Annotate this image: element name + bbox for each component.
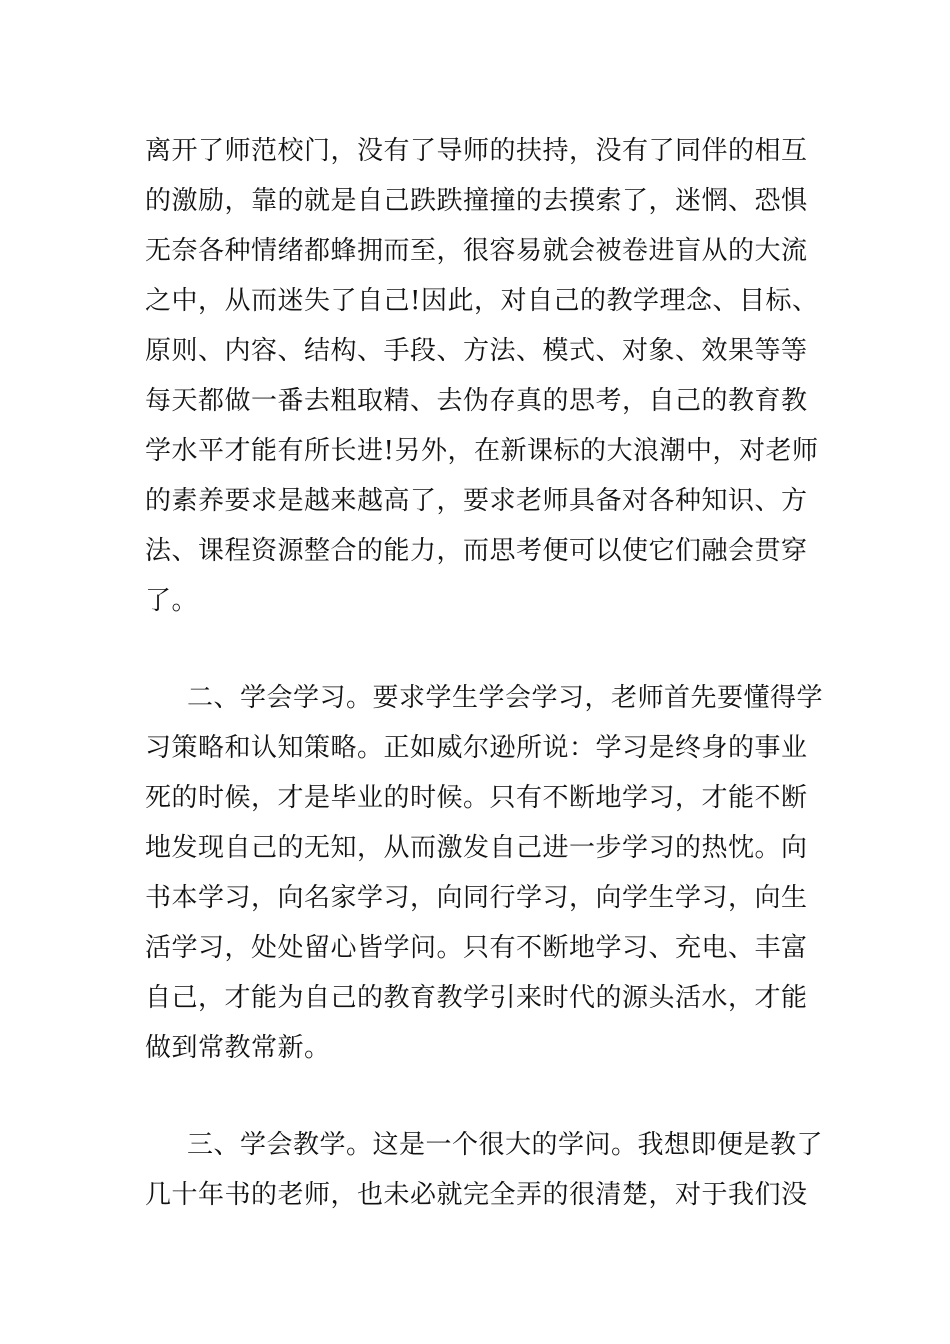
paragraph-line: 每天都做一番去粗取精、去伪存真的思考，自己的教育教	[145, 386, 808, 416]
paragraph-line: 地发现自己的无知，从而激发自己进一步学习的热忱。向	[145, 833, 808, 863]
paragraph-line: 离开了师范校门，没有了导师的扶持，没有了同伴的相互	[145, 136, 808, 166]
paragraph-line: 死的时候，才是毕业的时候。只有不断地学习，才能不断	[145, 783, 808, 813]
paragraph-line: 之中，从而迷失了自己!因此，对自己的教学理念、目标、	[145, 286, 819, 316]
paragraph-learn-to-teach	[145, 1120, 824, 1220]
paragraph-learn-to-study	[145, 673, 824, 1073]
paragraph-line: 原则、内容、结构、手段、方法、模式、对象、效果等等	[145, 336, 808, 366]
paragraph-line: 自己，才能为自己的教育教学引来时代的源头活水，才能	[145, 983, 808, 1013]
paragraph-line: 学水平才能有所长进!另外，在新课标的大浪潮中，对老师	[145, 436, 819, 466]
paragraph-line: 的素养要求是越来越高了，要求老师具备对各种知识、方	[145, 486, 808, 516]
paragraph-line: 无奈各种情绪都蜂拥而至，很容易就会被卷进盲从的大流	[145, 236, 808, 266]
paragraph-line-indented: 二、学会学习。要求学生学会学习，老师首先要懂得学	[187, 683, 824, 713]
paragraph-line: 了。	[145, 586, 199, 616]
paragraph-line: 几十年书的老师，也未必就完全弄的很清楚，对于我们没	[145, 1180, 808, 1210]
paragraph-line: 活学习，处处留心皆学问。只有不断地学习、充电、丰富	[145, 933, 808, 963]
paragraph-line: 书本学习，向名家学习，向同行学习，向学生学习，向生	[145, 883, 808, 913]
paragraph-line-indented: 三、学会教学。这是一个很大的学问。我想即便是教了	[187, 1130, 824, 1160]
paragraph-line: 法、课程资源整合的能力，而思考便可以使它们融会贯穿	[145, 536, 808, 566]
paragraph-line: 习策略和认知策略。正如威尔逊所说：学习是终身的事业	[145, 733, 808, 763]
paragraph-line: 的激励，靠的就是自己跌跌撞撞的去摸索了，迷惘、恐惧	[145, 186, 808, 216]
paragraph-line: 做到常教常新。	[145, 1033, 331, 1063]
paragraph-reflection	[145, 126, 819, 626]
